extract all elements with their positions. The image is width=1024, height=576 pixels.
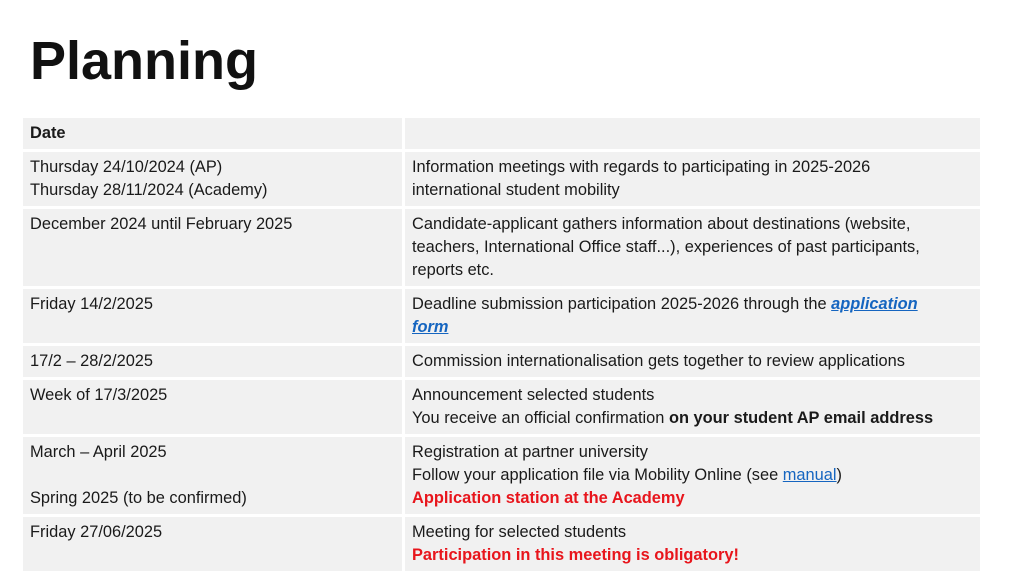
description-text: Follow your application file via Mobility Online (see bbox=[412, 466, 783, 484]
manual-link[interactable]: manual bbox=[782, 466, 837, 484]
table-row bbox=[23, 346, 980, 380]
description-text: You receive an official confirmation bbox=[412, 409, 669, 427]
row-date: Week of 17/3/2025 bbox=[23, 380, 405, 437]
description-line: Registration at partner university bbox=[412, 443, 648, 461]
application-form-link-part2[interactable]: form bbox=[412, 318, 449, 336]
row-date: 17/2 – 28/2/2025 bbox=[23, 346, 405, 380]
description-text: Deadline submission participation 2025-2026 through the bbox=[412, 295, 832, 313]
row-date: Friday 27/06/2025 bbox=[23, 517, 405, 574]
row-date bbox=[23, 152, 405, 209]
description-line: reports etc. bbox=[412, 261, 494, 279]
page-title: Planning bbox=[30, 31, 258, 91]
description-line: teachers, International Office staff...), experiences of past participants, bbox=[412, 238, 920, 256]
row-description bbox=[405, 517, 980, 574]
description-text: ) bbox=[836, 466, 843, 484]
description-line bbox=[412, 464, 974, 487]
description-line: Meeting for selected students bbox=[412, 523, 627, 541]
table-row bbox=[23, 517, 980, 574]
table-row bbox=[23, 437, 980, 517]
email-emphasis: on your student AP email address bbox=[668, 409, 934, 427]
row-date bbox=[23, 437, 405, 517]
row-description bbox=[405, 437, 980, 517]
date-line: March – April 2025 bbox=[30, 443, 167, 461]
row-description bbox=[405, 152, 980, 209]
row-date: Friday 14/2/2025 bbox=[23, 289, 405, 346]
table-row bbox=[23, 289, 980, 346]
spacer bbox=[30, 464, 396, 487]
description-line: Information meetings with regards to participating in 2025-2026 bbox=[412, 158, 871, 176]
date-line: Thursday 24/10/2024 (AP) bbox=[30, 158, 223, 176]
date-line: Spring 2025 (to be confirmed) bbox=[30, 489, 247, 507]
date-line: Thursday 28/11/2024 (Academy) bbox=[30, 181, 268, 199]
header-description bbox=[405, 118, 980, 152]
table-header-row bbox=[23, 118, 980, 152]
table-row bbox=[23, 380, 980, 437]
description-line: Candidate-applicant gathers information about destinations (website, bbox=[412, 215, 911, 233]
application-station-notice: Application station at the Academy bbox=[412, 489, 685, 507]
row-date: December 2024 until February 2025 bbox=[23, 209, 405, 289]
row-description bbox=[405, 380, 980, 437]
row-description bbox=[405, 209, 980, 289]
table-row bbox=[23, 209, 980, 289]
obligatory-notice: Participation in this meeting is obligatory! bbox=[412, 546, 739, 564]
description-line: Announcement selected students bbox=[412, 386, 655, 404]
application-form-link-part1[interactable]: application bbox=[831, 295, 918, 313]
table-row bbox=[23, 152, 980, 209]
row-description: Commission internationalisation gets together to review applications bbox=[405, 346, 980, 380]
description-line bbox=[412, 407, 974, 430]
header-date: Date bbox=[23, 118, 405, 152]
row-description bbox=[405, 289, 980, 346]
planning-table bbox=[23, 118, 980, 574]
description-line: international student mobility bbox=[412, 181, 620, 199]
